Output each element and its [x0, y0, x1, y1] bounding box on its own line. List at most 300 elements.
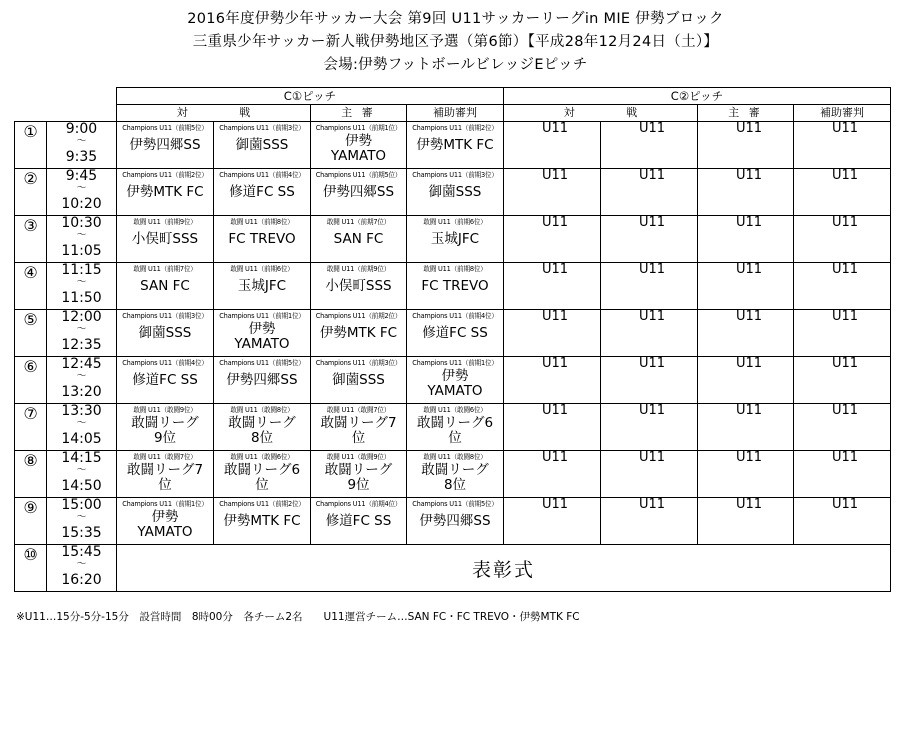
- assistant-team-cell: [407, 404, 504, 451]
- league-rank-label: 敢闘 U11（敢闘7位）: [326, 406, 391, 414]
- game-slot: [311, 122, 406, 168]
- league-rank-label: 敢闘 U11（敢闘8位）: [230, 406, 294, 414]
- match-header: [117, 105, 311, 122]
- pitch-c2-referee-team-cell: [698, 263, 794, 310]
- match-header-char-1: 対: [176, 106, 188, 119]
- time-range: [47, 498, 116, 544]
- assistant-team: 伊勢 YAMATO: [427, 368, 483, 399]
- pitch-c2-team-away-cell: [601, 310, 698, 357]
- pitch-c2-team-away-cell: [601, 169, 698, 216]
- end-time: 11:50: [61, 290, 102, 306]
- team-away: 敢闘リーグ 8位: [228, 415, 296, 446]
- time-range: [47, 169, 116, 215]
- league-rank-label: 敢闘 U11（前期8位）: [423, 265, 487, 273]
- u11-placeholder: U11: [542, 356, 569, 371]
- time-slot: [47, 545, 117, 592]
- team-away: 玉城JFC: [237, 278, 287, 294]
- end-time: 12:35: [61, 337, 102, 353]
- footnote: ※U11…15分-5分-15分 設営時間 8時00分 各チーム2名 U11運営チーム…SAN FC・FC TREVO・伊勢MTK FC: [16, 611, 580, 623]
- u11-placeholder: U11: [639, 215, 666, 230]
- end-time: 15:35: [61, 525, 102, 541]
- game-slot: [407, 310, 503, 356]
- game-slot: [214, 451, 310, 497]
- time-range: [47, 216, 116, 262]
- end-time: 13:20: [61, 384, 102, 400]
- match-row: [15, 498, 891, 545]
- pitch-c2-referee-team-cell: [698, 404, 794, 451]
- u11-placeholder: U11: [832, 309, 859, 324]
- range-mark: 〜: [76, 418, 87, 429]
- team-home-cell: [117, 263, 214, 310]
- referee-team-cell: [311, 404, 407, 451]
- pitch-c2-assistant-team-cell: [794, 169, 891, 216]
- end-time: 14:05: [61, 431, 102, 447]
- header-blank: [15, 88, 117, 122]
- pitch-c2-team-away-cell: [601, 404, 698, 451]
- match-row: [15, 357, 891, 404]
- time-slot: [47, 498, 117, 545]
- league-rank-label: Champions U11（前期1位）: [315, 124, 402, 132]
- pitch-c2-team-home-cell: [504, 357, 601, 404]
- league-rank-label: Champions U11（前期3位）: [315, 359, 402, 367]
- assistant-team: FC TREVO: [421, 278, 489, 294]
- referee-team-cell: [311, 310, 407, 357]
- league-rank-label: Champions U11（前期2位）: [122, 171, 208, 179]
- team-away-cell: [214, 122, 311, 169]
- team-away-cell: [214, 357, 311, 404]
- pitch-c2-referee-team-cell: [698, 216, 794, 263]
- game-slot: [117, 310, 213, 356]
- u11-placeholder: U11: [639, 121, 666, 136]
- league-rank-label: 敢闘 U11（前期9位）: [326, 265, 391, 273]
- assistant-team-cell: [407, 451, 504, 498]
- pitch-c2-team-away-cell: [601, 122, 698, 169]
- u11-placeholder: U11: [832, 403, 859, 418]
- game-slot: [117, 169, 213, 215]
- league-rank-label: 敢闘 U11（敢闘6位）: [230, 453, 294, 461]
- league-rank-label: 敢闘 U11（敢闘7位）: [133, 453, 197, 461]
- team-away: 伊勢 YAMATO: [234, 321, 290, 352]
- game-slot: [311, 498, 406, 544]
- start-time: 11:15: [61, 262, 102, 278]
- team-home: 敢闘リーグ7 位: [126, 462, 204, 493]
- league-rank-label: 敢闘 U11（前期6位）: [423, 218, 487, 226]
- u11-placeholder: U11: [736, 450, 763, 465]
- u11-placeholder: U11: [542, 497, 569, 512]
- referee-team: 修道FC SS: [325, 513, 392, 529]
- round-number: ④: [15, 263, 47, 310]
- range-mark: 〜: [76, 277, 87, 288]
- team-home-cell: [117, 169, 214, 216]
- match-header-label: [504, 105, 697, 121]
- match-row: [15, 404, 891, 451]
- award-row: [15, 545, 891, 592]
- pitch-c2-referee-team-cell: [698, 169, 794, 216]
- league-rank-label: 敢闘 U11（前期9位）: [133, 218, 197, 226]
- end-time: 11:05: [61, 243, 102, 259]
- assistant-team: 玉城JFC: [430, 231, 480, 247]
- game-slot: [214, 404, 310, 450]
- u11-placeholder: U11: [832, 497, 859, 512]
- assistant-team-cell: [407, 263, 504, 310]
- game-slot: [311, 216, 406, 262]
- pitch-c2-referee-team-cell: [698, 310, 794, 357]
- u11-placeholder: U11: [542, 168, 569, 183]
- referee-team-cell: [311, 357, 407, 404]
- match-header-label: [117, 105, 310, 121]
- pitch-c2-team-away-cell: [601, 263, 698, 310]
- team-away-cell: [214, 310, 311, 357]
- assistant-referee-header: 補助審判: [794, 105, 891, 122]
- pitch-c2-team-home-cell: [504, 404, 601, 451]
- game-slot: [214, 216, 310, 262]
- time-slot: [47, 310, 117, 357]
- start-time: 12:45: [61, 356, 102, 372]
- league-rank-label: Champions U11（前期5位）: [122, 124, 208, 132]
- assistant-team-cell: [407, 310, 504, 357]
- time-slot: [47, 216, 117, 263]
- start-time: 15:00: [61, 497, 102, 513]
- title-line-3: 会場:伊勢フットボールビレッジEピッチ: [323, 57, 588, 73]
- game-slot: [407, 216, 503, 262]
- end-time: 16:20: [61, 572, 102, 588]
- referee-team-cell: [311, 263, 407, 310]
- game-slot: [214, 263, 310, 309]
- league-rank-label: Champions U11（前期3位）: [122, 312, 208, 320]
- start-time: 9:45: [65, 168, 98, 184]
- game-slot: [407, 169, 503, 215]
- u11-placeholder: U11: [832, 168, 859, 183]
- end-time: 14:50: [61, 478, 102, 494]
- match-row: [15, 451, 891, 498]
- referee-team: 敢闘リーグ7 位: [320, 415, 397, 446]
- round-number: ⑧: [15, 451, 47, 498]
- range-mark: 〜: [76, 230, 87, 241]
- range-mark: 〜: [76, 183, 87, 194]
- referee-header: 主 審: [698, 105, 794, 122]
- u11-placeholder: U11: [832, 356, 859, 371]
- game-slot: [407, 263, 503, 309]
- u11-placeholder: U11: [639, 168, 666, 183]
- league-rank-label: Champions U11（前期2位）: [412, 124, 498, 132]
- start-time: 12:00: [61, 309, 102, 325]
- round-number: ⑥: [15, 357, 47, 404]
- time-slot: [47, 357, 117, 404]
- u11-placeholder: U11: [736, 168, 763, 183]
- referee-team: SAN FC: [333, 231, 384, 247]
- u11-placeholder: U11: [542, 121, 569, 136]
- team-away: 修道FC SS: [229, 184, 295, 200]
- team-home-cell: [117, 404, 214, 451]
- pitch-c2-team-home-cell: [504, 216, 601, 263]
- u11-placeholder: U11: [639, 497, 666, 512]
- game-slot: [311, 404, 406, 450]
- title-line-2: 三重県少年サッカー新人戦伊勢地区予選（第6節）【平成28年12月24日（土）】: [192, 34, 719, 50]
- u11-placeholder: U11: [542, 403, 569, 418]
- pitch-c2-team-away-cell: [601, 216, 698, 263]
- team-home: 伊勢MTK FC: [126, 184, 204, 200]
- league-rank-label: 敢闘 U11（敢闘9位）: [326, 453, 391, 461]
- game-slot: [407, 498, 503, 544]
- round-number: ⑨: [15, 498, 47, 545]
- game-slot: [117, 498, 213, 544]
- league-rank-label: Champions U11（前期4位）: [122, 359, 208, 367]
- u11-placeholder: U11: [736, 215, 763, 230]
- team-home: 修道FC SS: [132, 372, 198, 388]
- team-away: 敢闘リーグ6 位: [223, 462, 301, 493]
- game-slot: [214, 310, 310, 356]
- time-range: [47, 122, 116, 168]
- assistant-team-cell: [407, 122, 504, 169]
- range-mark: 〜: [76, 324, 87, 335]
- referee-team-cell: [311, 451, 407, 498]
- pitch-c2-header: C②ピッチ: [504, 88, 891, 105]
- team-home-cell: [117, 498, 214, 545]
- assistant-team-cell: [407, 169, 504, 216]
- league-rank-label: 敢闘 U11（敢闘6位）: [423, 406, 487, 414]
- pitch-c2-assistant-team-cell: [794, 263, 891, 310]
- pitch-c2-team-home-cell: [504, 263, 601, 310]
- game-slot: [117, 451, 213, 497]
- league-rank-label: Champions U11（前期1位）: [122, 500, 208, 508]
- start-time: 15:45: [61, 544, 102, 560]
- pitch-c2-team-away-cell: [601, 357, 698, 404]
- pitch-c2-referee-team-cell: [698, 357, 794, 404]
- referee-team: 敢闘リーグ 9位: [324, 462, 393, 493]
- u11-placeholder: U11: [736, 309, 763, 324]
- pitch-c2-referee-team-cell: [698, 451, 794, 498]
- match-header-char-2: 戦: [626, 106, 638, 119]
- team-away: FC TREVO: [228, 231, 296, 247]
- u11-placeholder: U11: [639, 309, 666, 324]
- referee-team-cell: [311, 169, 407, 216]
- u11-placeholder: U11: [639, 356, 666, 371]
- match-row: [15, 216, 891, 263]
- game-slot: [214, 357, 310, 403]
- match-header-char-1: 対: [563, 106, 575, 119]
- referee-team-cell: [311, 216, 407, 263]
- team-away: 伊勢四郷SS: [226, 372, 298, 388]
- round-number: ⑤: [15, 310, 47, 357]
- league-rank-label: 敢闘 U11（前期6位）: [230, 265, 294, 273]
- league-rank-label: Champions U11（前期4位）: [219, 171, 305, 179]
- pitch-c2-assistant-team-cell: [794, 451, 891, 498]
- game-slot: [117, 404, 213, 450]
- pitch-c1-header: C①ピッチ: [117, 88, 504, 105]
- referee-team: 伊勢四郷SS: [322, 184, 395, 200]
- game-slot: [311, 263, 406, 309]
- game-slot: [407, 404, 503, 450]
- league-rank-label: Champions U11（前期1位）: [219, 312, 305, 320]
- pitch-c2-referee-team-cell: [698, 498, 794, 545]
- range-mark: 〜: [76, 559, 87, 570]
- referee-team: 御薗SSS: [332, 372, 385, 388]
- match-row: [15, 122, 891, 169]
- u11-placeholder: U11: [736, 356, 763, 371]
- assistant-team: 敢闘リーグ6 位: [416, 415, 494, 446]
- pitch-c2-team-home-cell: [504, 169, 601, 216]
- game-slot: [407, 451, 503, 497]
- page-header: [0, 8, 911, 77]
- team-home: 小俣町SSS: [131, 231, 199, 247]
- u11-placeholder: U11: [736, 497, 763, 512]
- pitch-c2-assistant-team-cell: [794, 310, 891, 357]
- league-rank-label: Champions U11（前期3位）: [412, 171, 498, 179]
- league-rank-label: 敢闘 U11（前期8位）: [230, 218, 294, 226]
- league-rank-label: Champions U11（前期3位）: [219, 124, 305, 132]
- time-range: [47, 545, 116, 591]
- u11-placeholder: U11: [639, 450, 666, 465]
- time-slot: [47, 169, 117, 216]
- game-slot: [214, 122, 310, 168]
- assistant-team-cell: [407, 357, 504, 404]
- league-rank-label: Champions U11（前期2位）: [315, 312, 402, 320]
- league-rank-label: Champions U11（前期5位）: [412, 500, 498, 508]
- end-time: 9:35: [65, 149, 98, 165]
- u11-placeholder: U11: [736, 262, 763, 277]
- pitch-c2-assistant-team-cell: [794, 216, 891, 263]
- time-range: [47, 310, 116, 356]
- game-slot: [311, 451, 406, 497]
- pitch-c2-assistant-team-cell: [794, 122, 891, 169]
- team-home: 伊勢四郷SS: [129, 137, 201, 153]
- game-slot: [214, 498, 310, 544]
- pitch-c2-team-home-cell: [504, 310, 601, 357]
- pitch-c2-referee-team-cell: [698, 122, 794, 169]
- assistant-team: 敢闘リーグ 8位: [421, 462, 489, 493]
- pitch-c2-team-away-cell: [601, 498, 698, 545]
- team-home-cell: [117, 310, 214, 357]
- u11-placeholder: U11: [736, 403, 763, 418]
- u11-placeholder: U11: [542, 450, 569, 465]
- team-away-cell: [214, 404, 311, 451]
- league-rank-label: 敢闘 U11（前期7位）: [133, 265, 197, 273]
- team-home-cell: [117, 216, 214, 263]
- assistant-team-cell: [407, 216, 504, 263]
- league-rank-label: Champions U11（前期1位）: [412, 359, 498, 367]
- round-number: ②: [15, 169, 47, 216]
- u11-placeholder: U11: [832, 450, 859, 465]
- time-range: [47, 404, 116, 450]
- u11-placeholder: U11: [832, 262, 859, 277]
- referee-header: 主 審: [311, 105, 407, 122]
- assistant-team: 御薗SSS: [428, 184, 482, 200]
- time-range: [47, 357, 116, 403]
- award-ceremony: 表彰式: [117, 545, 891, 592]
- game-slot: [311, 169, 406, 215]
- game-slot: [311, 310, 406, 356]
- time-slot: [47, 122, 117, 169]
- round-number: ⑩: [15, 545, 47, 592]
- round-number: ③: [15, 216, 47, 263]
- match-header: [504, 105, 698, 122]
- time-range: [47, 263, 116, 309]
- round-number: ⑦: [15, 404, 47, 451]
- referee-team: 伊勢 YAMATO: [330, 133, 387, 164]
- league-rank-label: 敢闘 U11（敢闘9位）: [133, 406, 197, 414]
- pitch-c2-assistant-team-cell: [794, 498, 891, 545]
- game-slot: [311, 357, 406, 403]
- pitch-c2-team-away-cell: [601, 451, 698, 498]
- pitch-c2-assistant-team-cell: [794, 404, 891, 451]
- league-rank-label: Champions U11（前期5位）: [219, 359, 305, 367]
- game-slot: [117, 357, 213, 403]
- game-slot: [214, 169, 310, 215]
- assistant-referee-header: 補助審判: [407, 105, 504, 122]
- team-home-cell: [117, 451, 214, 498]
- range-mark: 〜: [76, 465, 87, 476]
- league-rank-label: Champions U11（前期4位）: [412, 312, 498, 320]
- team-away-cell: [214, 263, 311, 310]
- u11-placeholder: U11: [639, 262, 666, 277]
- match-header-char-2: 戦: [239, 106, 251, 119]
- pitch-c2-team-home-cell: [504, 122, 601, 169]
- referee-team: 伊勢MTK FC: [319, 325, 398, 341]
- league-rank-label: Champions U11（前期2位）: [219, 500, 305, 508]
- title-line-1: 2016年度伊勢少年サッカー大会 第9回 U11サッカーリーグin MIE 伊勢ブロック: [187, 11, 724, 27]
- game-slot: [407, 122, 503, 168]
- pitch-c2-team-home-cell: [504, 451, 601, 498]
- assistant-team: 伊勢四郷SS: [419, 513, 491, 529]
- pitch-c2-assistant-team-cell: [794, 357, 891, 404]
- team-home-cell: [117, 122, 214, 169]
- team-home: SAN FC: [140, 278, 190, 294]
- pitch-c2-team-home-cell: [504, 498, 601, 545]
- end-time: 10:20: [61, 196, 102, 212]
- match-row: [15, 263, 891, 310]
- u11-placeholder: U11: [542, 215, 569, 230]
- range-mark: 〜: [76, 136, 87, 147]
- match-row: [15, 310, 891, 357]
- start-time: 10:30: [61, 215, 102, 231]
- game-slot: [407, 357, 503, 403]
- team-away-cell: [214, 498, 311, 545]
- u11-placeholder: U11: [639, 403, 666, 418]
- league-rank-label: Champions U11（前期5位）: [315, 171, 402, 179]
- range-mark: 〜: [76, 371, 87, 382]
- start-time: 13:30: [61, 403, 102, 419]
- range-mark: 〜: [76, 512, 87, 523]
- team-away-cell: [214, 451, 311, 498]
- schedule-table: [14, 87, 891, 592]
- referee-team: 小俣町SSS: [325, 278, 392, 294]
- team-away: 御薗SSS: [235, 137, 289, 153]
- u11-placeholder: U11: [832, 121, 859, 136]
- assistant-team-cell: [407, 498, 504, 545]
- assistant-team: 修道FC SS: [422, 325, 488, 341]
- u11-placeholder: U11: [542, 262, 569, 277]
- u11-placeholder: U11: [542, 309, 569, 324]
- game-slot: [117, 122, 213, 168]
- u11-placeholder: U11: [832, 215, 859, 230]
- team-away-cell: [214, 169, 311, 216]
- start-time: 9:00: [65, 121, 98, 137]
- team-away-cell: [214, 216, 311, 263]
- round-number: ①: [15, 122, 47, 169]
- league-rank-label: 敢闘 U11（前期7位）: [326, 218, 391, 226]
- referee-team-cell: [311, 122, 407, 169]
- team-home: 御薗SSS: [138, 325, 192, 341]
- assistant-team: 伊勢MTK FC: [416, 137, 494, 153]
- game-slot: [117, 216, 213, 262]
- league-rank-label: Champions U11（前期4位）: [315, 500, 402, 508]
- team-away: 伊勢MTK FC: [223, 513, 301, 529]
- league-rank-label: 敢闘 U11（敢闘8位）: [423, 453, 487, 461]
- start-time: 14:15: [61, 450, 102, 466]
- team-home: 伊勢 YAMATO: [137, 509, 193, 540]
- game-slot: [117, 263, 213, 309]
- time-slot: [47, 451, 117, 498]
